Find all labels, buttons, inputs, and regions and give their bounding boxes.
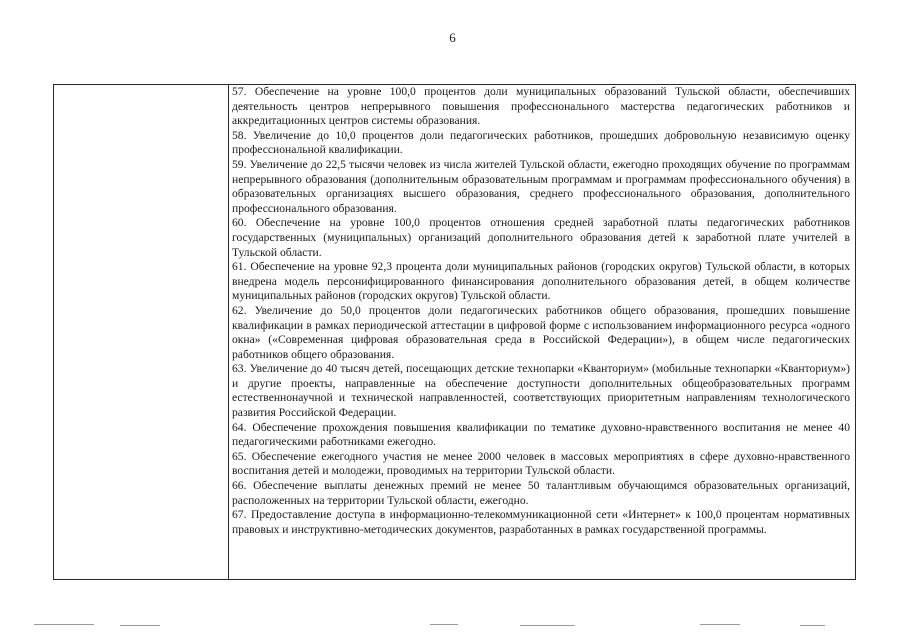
list-item-58: 58. Увеличение до 10,0 процентов доли педагогических работников, прошедших добровольную независимую оценку профессиональной квалификации.	[232, 128, 850, 157]
table-left-column	[54, 85, 229, 579]
list-item-61: 61. Обеспечение на уровне 92,3 процента доли муниципальных районов (городских округов) Тульской области, в которых внедрена модель персонифицированного финансирования дополнительного образования детей, в общем количестве муниципальных районов (городских округов) Тульской области.	[232, 260, 850, 303]
list-item-57: 57. Обеспечение на уровне 100,0 процентов доли муниципальных образований Тульской области, обеспечивших деятельность центров непрерывного повышения профессионального мастерства педагогических работников и аккредитационных центров системы образования.	[232, 85, 850, 128]
list-item-63: 63. Увеличение до 40 тысяч детей, посещающих детские технопарки «Кванториум» (мобильные технопарки «Кванториум») и другие проекты, направленные на обеспечение доступности дополнительных общеобразовательных программ естественнонаучной и технической направленностей, соответствующих приоритетным направлениям технологического развития Российской Федерации.	[232, 362, 850, 420]
list-item-60: 60. Обеспечение на уровне 100,0 процентов отношения средней заработной платы педагогических работников государственных (муниципальных) организаций дополнительного образования детей к заработной плате учителей в Тульской области.	[232, 216, 850, 259]
list-item-62: 62. Увеличение до 50,0 процентов доли педагогических работников общего образования, прошедших повышение квалификации в рамках периодической аттестации в цифровой форме с использованием информационного ресурса «одного окна» («Современная цифровая образовательная среда в Российской Федерации»), в общем числе педагогических работников общего образования.	[232, 303, 850, 361]
document-table	[53, 84, 856, 580]
page-number: 6	[449, 30, 456, 45]
list-item-64: 64. Обеспечение прохождения повышения квалификации по тематике духовно-нравственного воспитания не менее 40 педагогическими работниками ежегодно.	[232, 420, 850, 449]
list-item-65: 65. Обеспечение ежегодного участия не менее 2000 человек в массовых мероприятиях в сфере духовно-нравственного воспитания детей и молодежи, проводимых на территории Тульской области.	[232, 449, 850, 478]
table-right-column	[229, 85, 855, 579]
list-item-66: 66. Обеспечение выплаты денежных премий не менее 50 талантливым обучающимся образовательных организаций, расположенных на территории Тульской области, ежегодно.	[232, 479, 850, 507]
list-item-67: 67. Предоставление доступа в информационно-телекоммуникационной сети «Интернет» к 100,0 процентам нормативных правовых и инструктивно-методических документов, разработанных в рамках государственной программы.	[232, 508, 850, 536]
list-item-59: 59. Увеличение до 22,5 тысячи человек из числа жителей Тульской области, ежегодно проходящих обучение по программам непрерывного образования (дополнительным образовательным программам и программам профессионального обучения) в образовательных организациях высшего образования, среднего профессионального образования, дополнительного профессионального образования.	[232, 157, 850, 215]
